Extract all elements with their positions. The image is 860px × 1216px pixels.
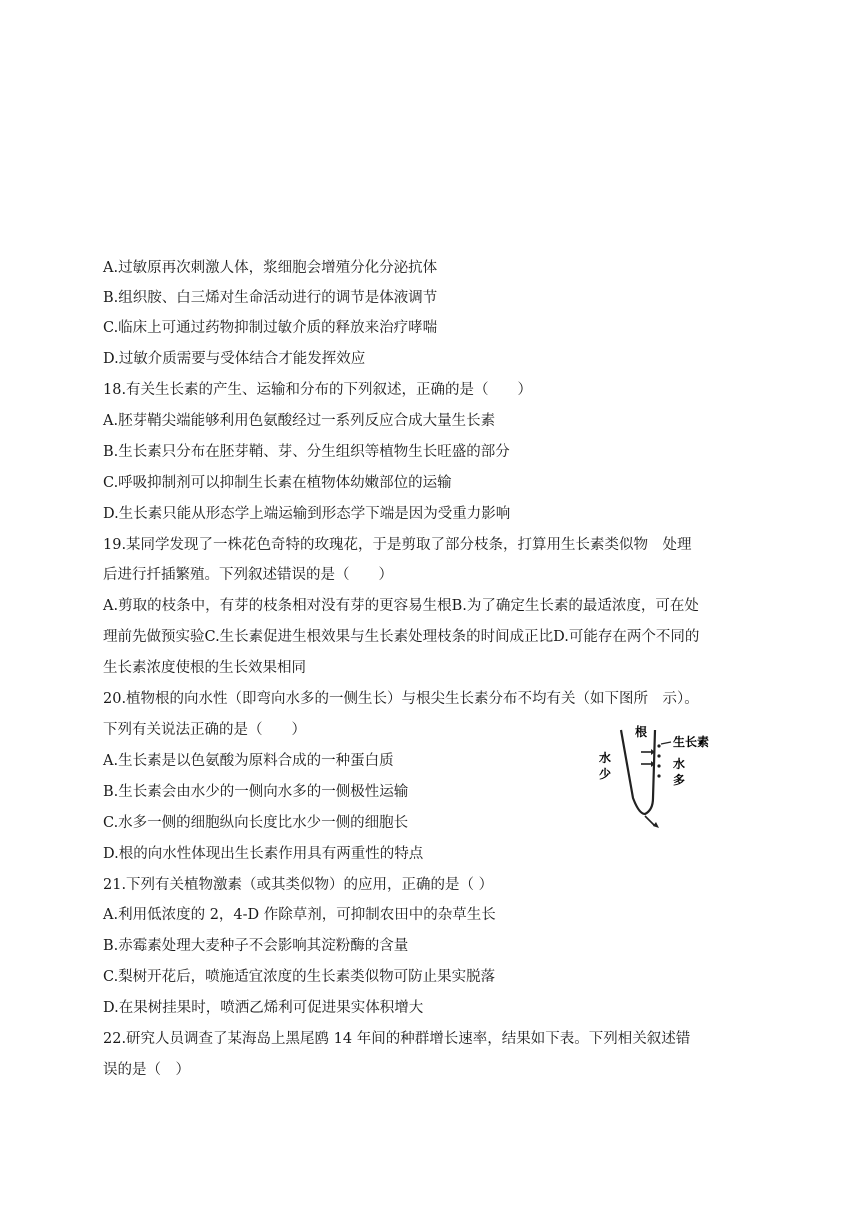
auxin-dot: [657, 754, 660, 757]
bend-arrowhead: [653, 822, 659, 828]
question-20-line2: 下列有关说法正确的是（ ）: [103, 722, 306, 738]
option-17c: C.临床上可通过药物抑制过敏介质的释放来治疗哮喘: [103, 320, 438, 336]
option-17a: A.过敏原再次刺激人体，浆细胞会增殖分化分泌抗体: [103, 260, 438, 276]
auxin-pointer: [661, 742, 671, 744]
auxin-dot: [657, 744, 660, 747]
question-19-line2: 后进行扦插繁殖。下列叙述错误的是（ ）: [103, 567, 393, 583]
question-22-line2: 误的是（ ）: [103, 1062, 190, 1078]
option-18d: D.生长素只能从形态学上端运输到形态学下端是因为受重力影响: [103, 506, 511, 522]
auxin-dot: [657, 774, 660, 777]
option-20d: D.根的向水性体现出生长素作用具有两重性的特点: [103, 846, 424, 862]
option-17b: B.组织胺、白三烯对生命活动进行的调节是体液调节: [103, 290, 438, 306]
option-21a: A.利用低浓度的 2，4-D 作除草剂，可抑制农田中的杂草生长: [103, 907, 496, 923]
root-outline: [621, 730, 655, 814]
water-more-label-2: 多: [673, 773, 686, 787]
option-17d: D.过敏介质需要与受体结合才能发挥效应: [103, 351, 366, 367]
option-18b: B.生长素只分布在胚芽鞘、芽、分生组织等植物生长旺盛的部分: [103, 444, 510, 460]
option-18c: C.呼吸抑制剂可以抑制生长素在植物体幼嫩部位的运输: [103, 475, 452, 491]
options-19-line3: 生长素浓度使根的生长效果相同: [103, 660, 306, 676]
question-22-line1: 22.研究人员调查了某海岛上黑尾鸥 14 年间的种群增长速率，结果如下表。下列相关叙述错: [103, 1031, 691, 1047]
water-less-label-2: 少: [599, 767, 612, 781]
option-18a: A.胚芽鞘尖端能够利用色氨酸经过一系列反应合成大量生长素: [103, 413, 496, 429]
option-21c: C.梨树开花后，喷施适宜浓度的生长素类似物可防止果实脱落: [103, 969, 496, 985]
question-20-line1: 20.植物根的向水性（即弯向水多的一侧生长）与根尖生长素分布不均有关（如下图所 示）。: [103, 691, 699, 707]
option-20b: B.生长素会由水少的一侧向水多的一侧极性运输: [103, 784, 409, 800]
option-21b: B.赤霉素处理大麦种子不会影响其淀粉酶的含量: [103, 938, 409, 954]
option-20a: A.生长素是以色氨酸为原料合成的一种蛋白质: [103, 753, 394, 769]
option-20c: C.水多一侧的细胞纵向长度比水少一侧的细胞长: [103, 815, 409, 831]
question-18: 18.有关生长素的产生、运输和分布的下列叙述，正确的是（ ）: [103, 382, 533, 398]
bend-arrow: [645, 816, 655, 826]
options-19-line1: A.剪取的枝条中，有芽的枝条相对没有芽的更容易生根B.为了确定生长素的最适浓度，可在处: [103, 598, 699, 614]
auxin-dot: [657, 764, 660, 767]
auxin-label: 生长素: [673, 735, 710, 749]
question-21: 21.下列有关植物激素（或其类似物）的应用，正确的是（ ）: [103, 877, 494, 893]
options-19-line2: 理前先做预实验C.生长素促进生根效果与生长素处理枝条的时间成正比D.可能存在两个不同的: [103, 629, 700, 645]
root-hydrotropism-figure: [595, 722, 735, 832]
option-21d: D.在果树挂果时，喷洒乙烯利可促进果实体积增大: [103, 1000, 424, 1016]
question-19-line1: 19.某同学发现了一株花色奇特的玫瑰花，于是剪取了部分枝条，打算用生长素类似物 处理: [103, 537, 692, 553]
root-diagram: [595, 722, 735, 832]
water-less-label-1: 水: [599, 751, 612, 765]
root-label: 根: [635, 725, 648, 739]
water-more-label-1: 水: [673, 757, 686, 771]
